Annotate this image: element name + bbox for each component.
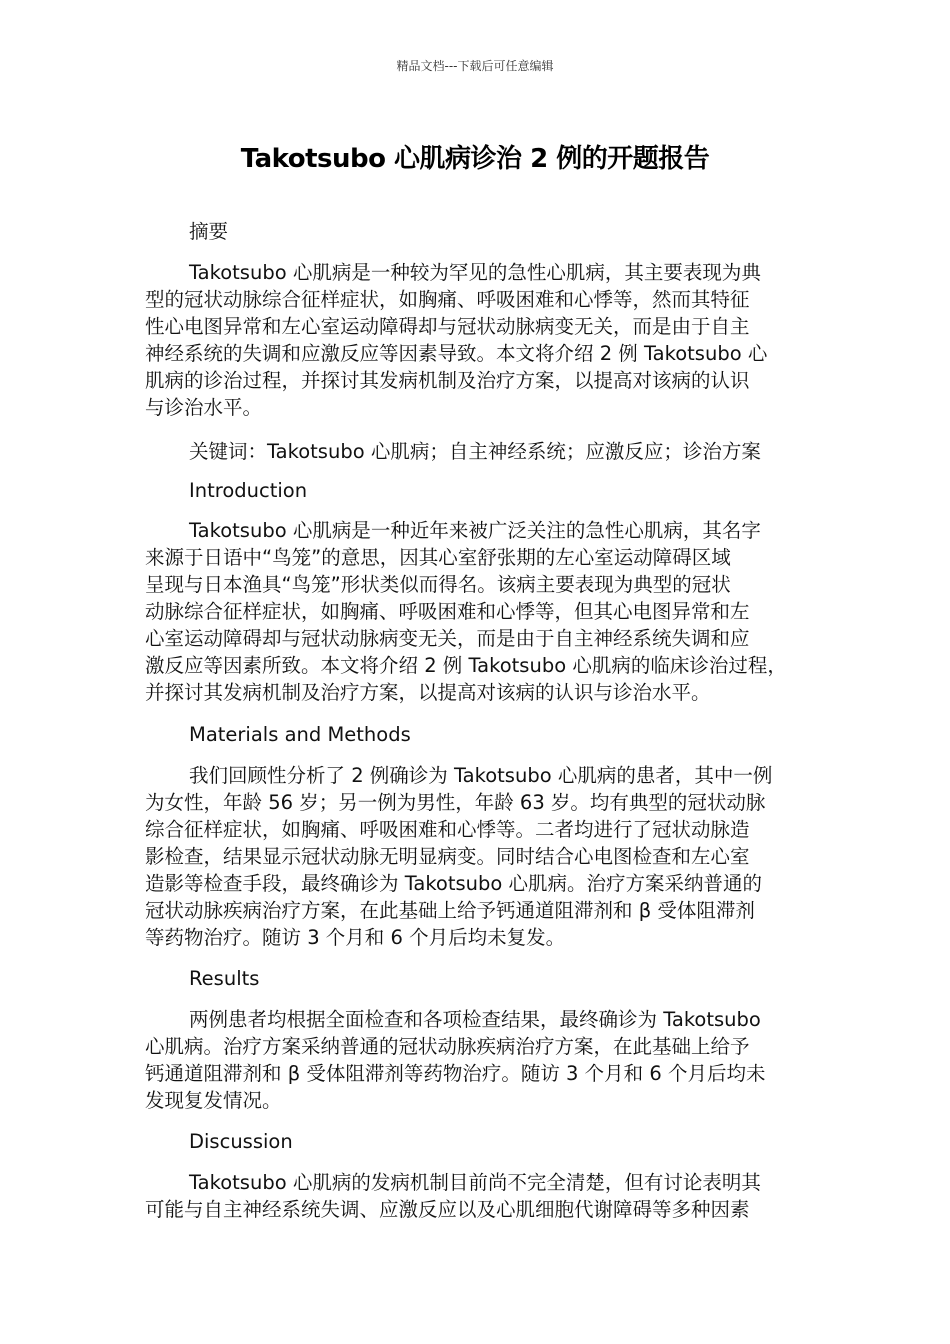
document-title: Takotsubo 心肌病诊治 2 例的开题报告 (240, 144, 710, 174)
results-line: 两例患者均根据全面检查和各项检查结果，最终确诊为 Takotsubo (189, 1008, 761, 1031)
introduction-heading: Introduction (189, 479, 308, 502)
methods-line: 等药物治疗。随访 3 个月和 6 个月后均未复发。 (145, 926, 566, 949)
abstract-line: 神经系统的失调和应激反应等因素导致。本文将介绍 2 例 Takotsubo 心 (145, 342, 768, 365)
results-line: 钙通道阻滞剂和 β 受体阻滞剂等药物治疗。随访 3 个月和 6 个月后均未 (145, 1062, 766, 1085)
methods-line: 冠状动脉疾病治疗方案，在此基础上给予钙通道阻滞剂和 β 受体阻滞剂 (145, 899, 755, 922)
abstract-line: 型的冠状动脉综合征样症状，如胸痛、呼吸困难和心悸等，然而其特征 (145, 288, 750, 311)
methods-line: 为女性，年龄 56 岁；另一例为男性，年龄 63 岁。均有典型的冠状动脉 (145, 791, 766, 814)
abstract-line: 与诊治水平。 (145, 396, 263, 419)
methods-line: 造影等检查手段，最终确诊为 Takotsubo 心肌病。治疗方案采纳普通的 (145, 872, 763, 895)
methods-heading: Materials and Methods (189, 723, 411, 746)
results-heading: Results (189, 967, 260, 990)
introduction-line: 激反应等因素所致。本文将介绍 2 例 Takotsubo 心肌病的临床诊治过程， (145, 654, 787, 677)
methods-line: 影检查，结果显示冠状动脉无明显病变。同时结合心电图检查和左心室 (145, 845, 750, 868)
introduction-line: 心室运动障碍却与冠状动脉病变无关，而是由于自主神经系统失调和应 (145, 627, 750, 650)
results-line: 心肌病。治疗方案采纳普通的冠状动脉疾病治疗方案，在此基础上给予 (145, 1035, 750, 1058)
discussion-line: 可能与自主神经系统失调、应激反应以及心肌细胞代谢障碍等多种因素 (145, 1198, 750, 1221)
abstract-line: Takotsubo 心肌病是一种较为罕见的急性心肌病，其主要表现为典 (189, 261, 761, 284)
discussion-heading: Discussion (189, 1130, 293, 1153)
page-header: 精品文档---下载后可任意编辑 (396, 59, 554, 73)
introduction-line: Takotsubo 心肌病是一种近年来被广泛关注的急性心肌病，其名字 (189, 519, 761, 542)
methods-line: 综合征样症状，如胸痛、呼吸困难和心悸等。二者均进行了冠状动脉造 (145, 818, 750, 841)
introduction-line: 来源于日语中“鸟笼”的意思，因其心室舒张期的左心室运动障碍区域 (145, 546, 731, 569)
introduction-line: 呈现与日本渔具“鸟笼”形状类似而得名。该病主要表现为典型的冠状 (145, 573, 731, 596)
keywords-line: 关键词：Takotsubo 心肌病；自主神经系统；应激反应；诊治方案 (189, 440, 761, 463)
abstract-heading: 摘要 (189, 220, 229, 243)
discussion-line: Takotsubo 心肌病的发病机制目前尚不完全清楚，但有讨论表明其 (189, 1171, 761, 1194)
abstract-line: 肌病的诊治过程，并探讨其发病机制及治疗方案，以提高对该病的认识 (145, 369, 750, 392)
introduction-line: 动脉综合征样症状，如胸痛、呼吸困难和心悸等，但其心电图异常和左 (145, 600, 750, 623)
introduction-line: 并探讨其发病机制及治疗方案，以提高对该病的认识与诊治水平。 (145, 681, 711, 704)
methods-line: 我们回顾性分析了 2 例确诊为 Takotsubo 心肌病的患者，其中一例 (189, 764, 773, 787)
results-line: 发现复发情况。 (145, 1089, 282, 1112)
abstract-line: 性心电图异常和左心室运动障碍却与冠状动脉病变无关，而是由于自主 (145, 315, 750, 338)
